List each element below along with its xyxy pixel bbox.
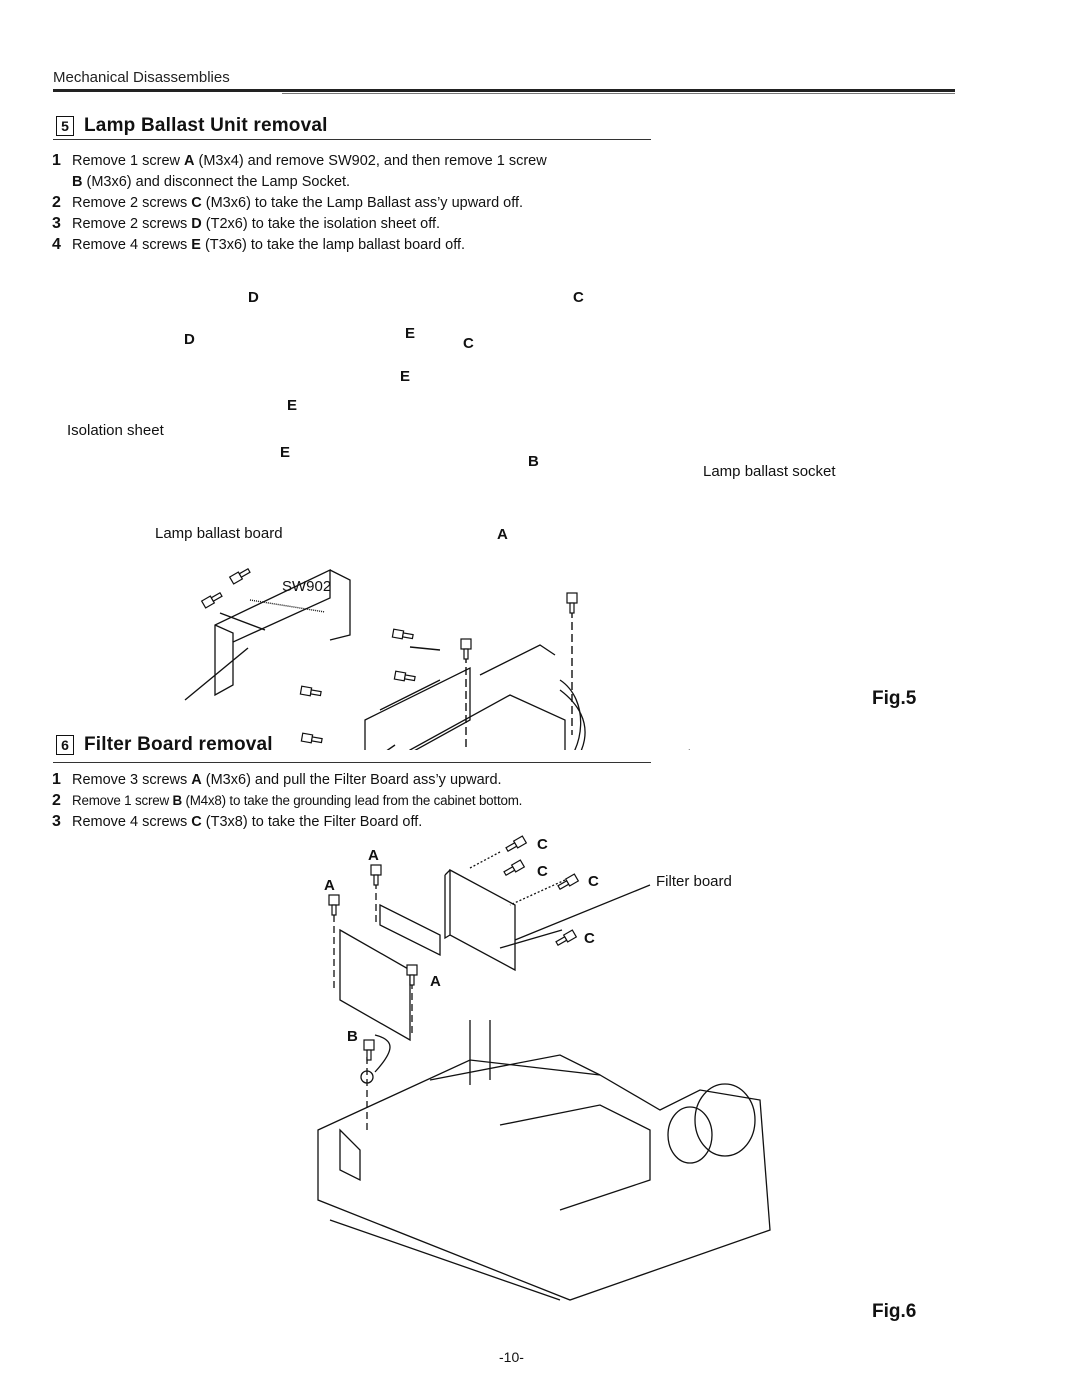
screw-letter-d: D [184,331,195,348]
figure-label-5: Fig.5 [872,688,917,709]
screw-letter-a: A [368,847,379,864]
section-number-6: 6 [56,735,74,755]
callout-sw902: SW902 [282,578,332,595]
screw-icon [407,965,417,985]
section-number-5: 5 [56,116,74,136]
figure-label-6: Fig.6 [872,1301,917,1322]
screw-icon [300,686,321,697]
screw-icon [392,629,413,640]
screw-icon [567,593,577,613]
screw-icon [301,733,322,744]
screw-letter-e: E [400,368,411,385]
screw-icon [461,639,471,659]
screw-letter-b: B [528,453,539,470]
screw-letter-a: A [497,526,508,543]
step-6-2: 2 Remove 1 screw B (M4x8) to take the grounding lead from the cabinet bottom. [52,792,523,809]
screw-letter-b: B [347,1028,358,1045]
fig6-filter-board-diagram [0,830,1080,1310]
step-6-1: 1 Remove 3 screws A (M3x6) and pull the Filter Board ass’y upward. [52,771,502,788]
screw-icon [555,930,576,947]
step-6-3: 3 Remove 4 screws C (T3x8) to take the Filter Board off. [52,813,423,830]
section-title-lamp-ballast: Lamp Ballast Unit removal [84,115,328,136]
step-5-1: 1 Remove 1 screw A (M3x4) and remove SW902, and then remove 1 screw B (M3x6) and disconnect the Lamp Socket. [52,152,547,190]
ballast-housing-shape [410,695,565,750]
running-header: Mechanical Disassemblies [53,69,230,86]
screw-icon [394,671,415,682]
section-rule [53,762,651,763]
screw-letter-c: C [537,863,548,880]
screw-letter-c: C [584,930,595,947]
section-rule [53,139,651,140]
screw-letter-c: C [573,289,584,306]
callout-lamp-ballast-socket: Lamp ballast socket [703,463,836,480]
filter-board-shape [450,870,515,970]
screw-icon [503,860,524,877]
screw-letter-c: C [463,335,474,352]
screw-letter-c: C [588,873,599,890]
screw-icon [230,567,251,584]
fig5-lamp-ballast-diagram [0,280,1080,750]
screw-icon [371,865,381,885]
page-number: -10- [499,1349,524,1365]
screw-icon [202,591,223,608]
screw-letter-e: E [405,325,416,342]
screw-letter-a: A [430,973,441,990]
screw-icon [364,1040,374,1060]
screw-letter-e: E [287,397,298,414]
screw-icon [329,895,339,915]
screw-letter-c: C [537,836,548,853]
header-rule [53,89,955,92]
step-5-4: 4 Remove 4 screws E (T3x6) to take the lamp ballast board off. [52,236,466,253]
callout-lamp-ballast-board: Lamp ballast board [155,525,283,542]
screw-letter-d: D [248,289,259,306]
callout-isolation-sheet: Isolation sheet [67,422,164,439]
filter-bracket-shape [340,930,410,1040]
header-rule-thin [282,93,955,94]
callout-filter-board: Filter board [656,873,732,890]
section-title-filter-board: Filter Board removal [84,734,273,755]
step-5-3: 3 Remove 2 screws D (T2x6) to take the isolation sheet off. [52,215,441,232]
step-5-2: 2 Remove 2 screws C (M3x6) to take the Lamp Ballast ass’y upward off. [52,194,524,211]
screw-icon [505,836,526,853]
screw-letter-e: E [280,444,291,461]
screw-letter-a: A [324,877,335,894]
